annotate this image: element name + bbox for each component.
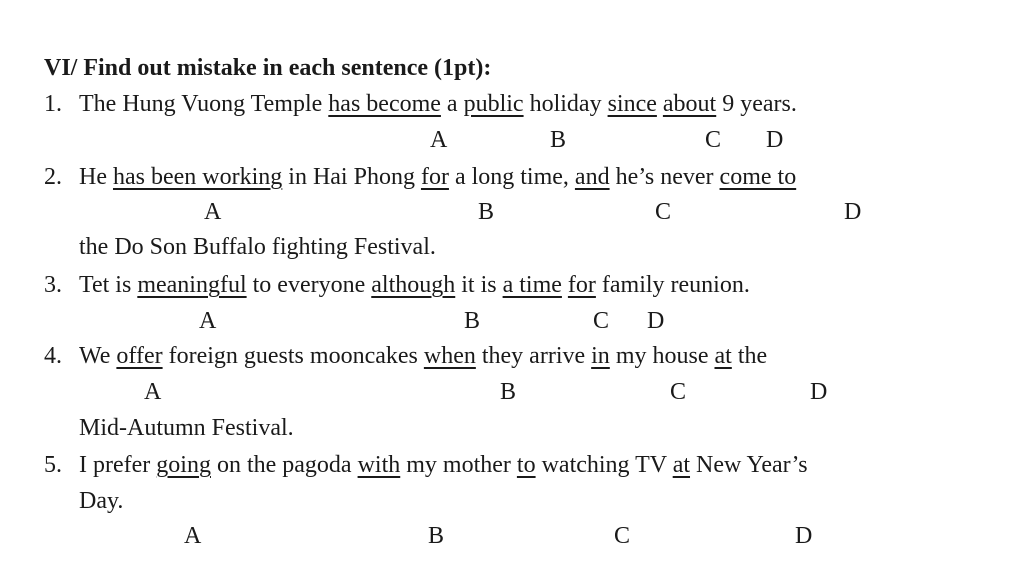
option-label-a: A: [199, 308, 217, 334]
option-label-d: D: [647, 308, 665, 334]
option-label-c: C: [655, 199, 672, 225]
option-d-underlined: at: [714, 343, 732, 369]
option-b-underlined: when: [423, 343, 476, 369]
question-number: 3.: [44, 272, 62, 298]
question-number: 5.: [44, 452, 62, 478]
option-label-a: A: [430, 127, 448, 153]
option-label-b: B: [550, 127, 567, 153]
option-d-underlined: come to: [719, 164, 797, 190]
option-label-b: B: [464, 308, 481, 334]
option-label-d: D: [766, 127, 784, 153]
option-c-underlined: and: [574, 164, 610, 190]
option-label-a: A: [144, 379, 162, 405]
question-4-continuation: Mid-Autumn Festival.: [79, 415, 294, 441]
question-5-sentence: I prefer going on the pagoda with my mother to watching TV at New Year’s: [79, 452, 808, 478]
option-d-underlined: about: [662, 91, 717, 117]
option-b-underlined: although: [371, 272, 456, 298]
question-number: 2.: [44, 164, 62, 190]
option-label-d: D: [795, 523, 813, 549]
option-c-underlined: in: [591, 343, 610, 369]
option-label-c: C: [705, 127, 722, 153]
option-c-underlined: a time: [502, 272, 562, 298]
option-label-d: D: [844, 199, 862, 225]
option-label-d: D: [810, 379, 828, 405]
option-label-a: A: [204, 199, 222, 225]
option-a-underlined: going: [156, 452, 211, 478]
question-4-sentence: We offer foreign guests mooncakes when they arrive in my house at the: [79, 343, 768, 369]
option-b-underlined: public: [463, 91, 524, 117]
option-label-b: B: [500, 379, 517, 405]
option-b-underlined: for: [420, 164, 449, 190]
option-label-b: B: [428, 523, 445, 549]
question-2-sentence: He has been working in Hai Phong for a long time, and he’s never come to: [79, 164, 797, 190]
option-d-underlined: at: [672, 452, 691, 478]
option-c-underlined: since: [607, 91, 657, 117]
question-5-continuation: Day.: [79, 488, 124, 514]
option-label-b: B: [478, 199, 495, 225]
option-a-underlined: has become: [328, 91, 441, 117]
question-number: 1.: [44, 91, 62, 117]
option-c-underlined: to: [516, 452, 536, 478]
option-a-underlined: has been working: [112, 164, 283, 190]
option-a-underlined: meaningful: [137, 272, 247, 298]
question-1-sentence: The Hung Vuong Temple has become a public holiday since about 9 years.: [79, 91, 797, 117]
option-label-a: A: [184, 523, 202, 549]
option-label-c: C: [670, 379, 687, 405]
option-d-underlined: for: [567, 272, 596, 298]
option-label-c: C: [614, 523, 631, 549]
option-b-underlined: with: [357, 452, 401, 478]
option-a-underlined: offer: [116, 343, 163, 369]
question-3-sentence: Tet is meaningful to everyone although it is a time for family reunion.: [79, 272, 750, 298]
question-2-continuation: the Do Son Buffalo fighting Festival.: [79, 234, 436, 260]
option-label-c: C: [593, 308, 610, 334]
question-number: 4.: [44, 343, 62, 369]
section-title: VI/ Find out mistake in each sentence (1pt):: [44, 55, 492, 81]
